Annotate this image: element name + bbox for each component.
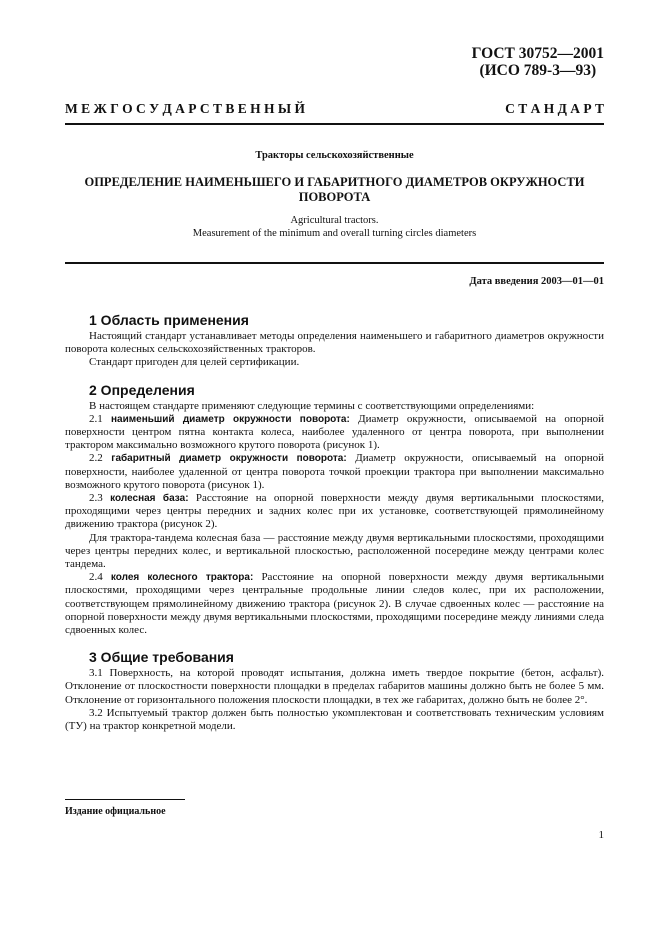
paragraph: В настоящем стандарте применяют следующие термины с соответствующими определениями: (89, 399, 535, 412)
definition-2-4 (65, 571, 604, 637)
definition-number: 2.4 (89, 571, 103, 584)
footer-divider (65, 799, 185, 800)
definition-number: 2.3 (89, 492, 103, 505)
definition-text: Расстояние на опорной поверхности между двумя вертикальными плоскостями, проходящими через центры передних и задних колес при их установке, соответствующей прямолинейному движению трактора (рисунок 2). (65, 492, 605, 531)
iso-number: (ИСО 789-3—93) (479, 62, 597, 79)
definition-2-1 (65, 413, 604, 453)
definition-term: колея колесного трактора: (110, 572, 254, 584)
page-number: 1 (598, 829, 604, 841)
gost-number: ГОСТ 30752—2001 (471, 45, 604, 62)
definition-term: наименьший диаметр окружности поворота: (111, 413, 350, 425)
definition-term: габаритный диаметр окружности поворота: (111, 453, 347, 465)
definition-number: 2.1 (89, 412, 103, 425)
definition-number: 2.2 (89, 452, 103, 465)
document-subtitle: Тракторы сельскохозяйственные (255, 150, 414, 161)
top-divider (65, 123, 604, 125)
definition-text: Диаметр окружности, описываемый на опорной поверхности, наиболее удаленной от центра поворота точкой проекции трактора при выполнении максимально возможного крутого поворота (рисунок 1). (65, 452, 605, 491)
document-body (65, 310, 604, 733)
paragraph: Стандарт пригоден для целей сертификации. (89, 356, 300, 369)
paragraph: Настоящий стандарт устанавливает методы определения наименьшего и габаритного диаметров окружности поворота колесных сельскохозяйственных тракторов. (65, 330, 604, 356)
document-title: ОПРЕДЕЛЕНИЕ НАИМЕНЬШЕГО И ГАБАРИТНОГО ДИАМЕТРОВ ОКРУЖНОСТИ ПОВОРОТА (84, 175, 585, 204)
banner-word-interstate: М Е Ж Г О С У Д А Р С Т В Е Н Н Ы Й (65, 101, 306, 116)
english-title-line-2: Measurement of the minimum and overall turning circles diameters (192, 228, 477, 239)
standard-designation (472, 45, 604, 79)
introduction-date: Дата введения 2003—01—01 (469, 276, 604, 287)
section-heading-definitions: 2 Определения (89, 381, 195, 398)
section-heading-scope: 1 Область применения (89, 312, 249, 328)
paragraph-tandem: Для трактора-тандема колесная база — расстояние между двумя вертикальными плоскостями, проходящими через центры передних колес, и вертикальной плоскостью, расположенной посередине между центрами колес тандема. (65, 531, 604, 571)
definition-text: Диаметр окружности, описываемой на опорной поверхности центром пятна контакта колеса, наиболее удаленного от центра поворота, при выполнении трактором максимально возможного крутого поворота (рисунок 1). (65, 412, 604, 452)
banner-word-standard: С Т А Н Д А Р Т (505, 101, 604, 116)
section-heading-general-requirements: 3 Общие требования (89, 649, 234, 666)
definition-2-3 (65, 492, 604, 532)
definition-text: Расстояние на опорной поверхности между двумя вертикальными плоскостями, проходящими через центральные продольные линии следов колес, при их расположении, соответствующем прямолинейному движению трактора (рисунок 2). В случае сдвоенных колес — расстояние на опорной поверхности между двумя вертикальными плоскостями, проходящими посередине между линиями следа сдвоенных колес. (65, 571, 605, 637)
english-title (65, 214, 604, 240)
definition-term: колесная база: (110, 493, 189, 505)
paragraph-3-1: 3.1 Поверхность, на которой проводят испытания, должна иметь твердое покрытие (бетон, асфальт). Отклонение от плоскостности поверхности площадки в пределах габаритов машины должно быть не более 5 мм. Отклонение от горизонтального положения плоскости площадки, в тех же габаритах, должно быть не более 2°. (65, 667, 604, 706)
edition-label: Издание официальное (65, 806, 166, 817)
definition-2-2 (65, 452, 604, 492)
english-title-line-1: Agricultural tractors. (290, 215, 379, 226)
title-divider (65, 262, 604, 264)
paragraph-3-2: 3.2 Испытуемый трактор должен быть полностью укомплектован и соответствовать техническим условиям (ТУ) на трактор конкретной модели. (65, 706, 604, 733)
interstate-standard-banner (65, 101, 604, 117)
